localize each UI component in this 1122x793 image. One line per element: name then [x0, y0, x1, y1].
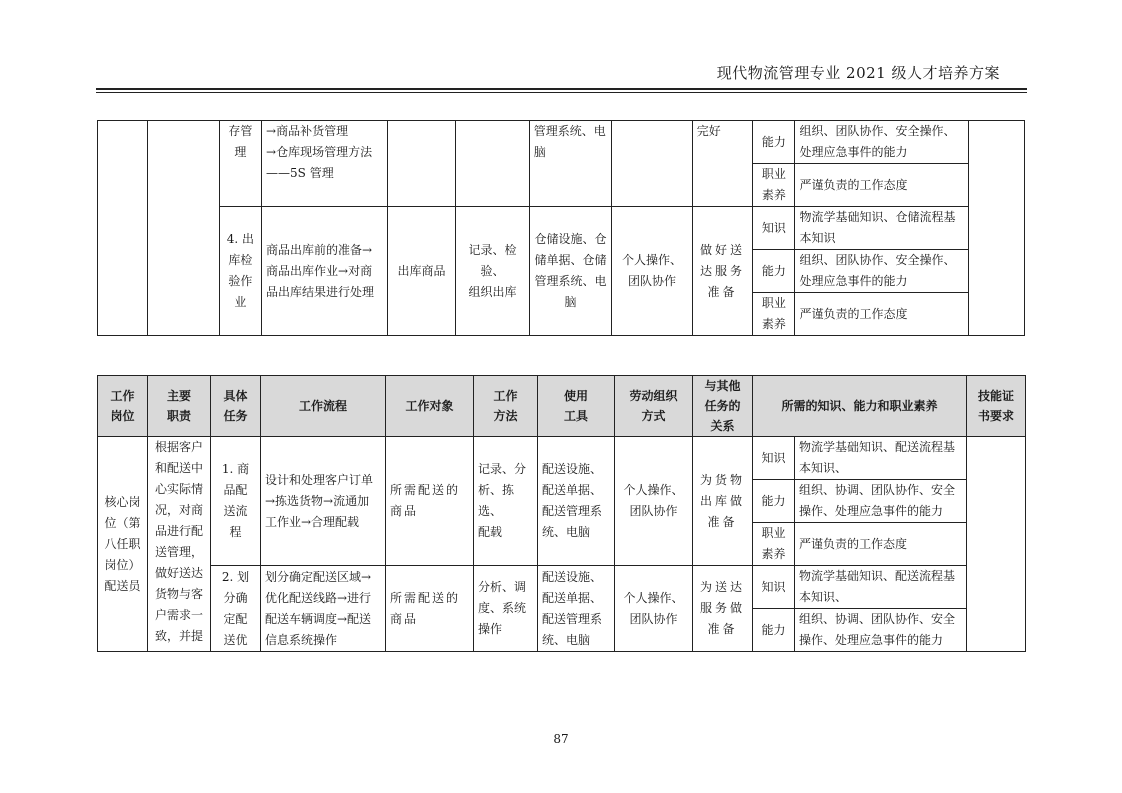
table-delivery	[97, 375, 1026, 652]
cell-relation: 为送达 服务做 准备	[693, 566, 753, 652]
table-row	[98, 207, 1025, 250]
table-header-row	[98, 376, 1026, 437]
cell-object-empty	[387, 121, 455, 207]
cell-process: →商品补货管理 →仓库现场管理方法 ——5S 管理	[262, 121, 388, 207]
cell-org-empty	[612, 121, 693, 207]
cell-ability-label: 能力	[753, 609, 795, 652]
page-number: 87	[553, 732, 569, 746]
cell-tools: 仓储设施、仓 储单据、仓储 管理系统、电 脑	[529, 207, 612, 336]
cell-cert-empty	[967, 437, 1026, 652]
cell-process: 设计和处理客户订单 →拣选货物→流通加 工作业→合理配载	[261, 437, 386, 566]
cell-quality-label: 职业 素养	[753, 523, 795, 566]
cell-cert-empty	[968, 121, 1024, 336]
header-post: 工作 岗位	[98, 376, 148, 437]
cell-knowledge-label: 知识	[753, 566, 795, 609]
header-object: 工作对象	[386, 376, 474, 437]
header-rule-thin	[96, 92, 1027, 93]
cell-relation: 为货物 出库做 准备	[693, 437, 753, 566]
cell-knowledge-label: 知识	[753, 207, 795, 250]
header-org: 劳动组织 方式	[615, 376, 693, 437]
cell-ability-label: 能力	[753, 250, 795, 293]
cell-knowledge: 物流学基础知识、配送流程基 本知识、	[795, 566, 967, 609]
header-relation: 与其他 任务的 关系	[693, 376, 753, 437]
header-knowledge: 所需的知识、能力和职业素养	[753, 376, 967, 437]
cell-quality-label: 职业 素养	[753, 293, 795, 336]
cell-relation: 完好	[692, 121, 752, 207]
cell-process: 商品出库前的准备→ 商品出库作业→对商 品出库结果进行处理	[262, 207, 388, 336]
header-rule-thick	[96, 88, 1027, 90]
cell-org: 个人操作、 团队协作	[615, 437, 693, 566]
table-row	[98, 437, 1026, 480]
cell-post-empty	[98, 121, 148, 336]
cell-ability: 组织、团队协作、安全操作、 处理应急事件的能力	[795, 250, 968, 293]
cell-quality: 严谨负责的工作态度	[795, 523, 967, 566]
table-row	[98, 566, 1026, 609]
header-cert: 技能证 书要求	[967, 376, 1026, 437]
header-duty: 主要 职责	[148, 376, 211, 437]
cell-knowledge-label: 知识	[753, 437, 795, 480]
cell-tools: 配送设施、 配送单据、 配送管理系 统、电脑	[538, 437, 615, 566]
cell-tools: 配送设施、 配送单据、 配送管理系 统、电脑	[538, 566, 615, 652]
cell-ability-label: 能力	[753, 121, 795, 164]
table-warehouse-continuation	[97, 120, 1025, 336]
cell-object: 所需配送的 商品	[386, 566, 474, 652]
cell-method: 记录、分 析、拣选、 配载	[474, 437, 538, 566]
cell-quality: 严谨负责的工作态度	[795, 164, 968, 207]
cell-object: 所需配送的 商品	[386, 437, 474, 566]
cell-object: 出库商品	[387, 207, 455, 336]
header-task: 具体 任务	[211, 376, 261, 437]
header-method: 工作 方法	[474, 376, 538, 437]
cell-knowledge: 物流学基础知识、仓储流程基 本知识	[795, 207, 968, 250]
page-header-title: 现代物流管理专业 2021 级人才培养方案	[716, 64, 1000, 82]
cell-tools: 管理系统、电 脑	[529, 121, 612, 207]
cell-ability-label: 能力	[753, 480, 795, 523]
cell-duty: 根据客户 和配送中 心实际情 况，对商 品进行配 送管理， 做好送达 货物与客 户需求一 致，并提	[148, 437, 211, 652]
cell-knowledge: 物流学基础知识、配送流程基 本知识、	[795, 437, 967, 480]
cell-ability: 组织、团队协作、安全操作、 处理应急事件的能力	[795, 121, 968, 164]
cell-quality-label: 职业 素养	[753, 164, 795, 207]
cell-task: 1. 商 品配 送流 程	[211, 437, 261, 566]
table-row	[98, 121, 1025, 164]
cell-method: 分析、调 度、系统 操作	[474, 566, 538, 652]
cell-quality: 严谨负责的工作态度	[795, 293, 968, 336]
cell-org: 个人操作、 团队协作	[615, 566, 693, 652]
cell-post: 核心岗 位（第 八任职 岗位） 配送员	[98, 437, 148, 652]
cell-ability: 组织、协调、团队协作、安全 操作、处理应急事件的能力	[795, 480, 967, 523]
cell-duty-empty	[148, 121, 219, 336]
cell-ability: 组织、协调、团队协作、安全 操作、处理应急事件的能力	[795, 609, 967, 652]
cell-task: 2. 划 分确 定配 送优	[211, 566, 261, 652]
cell-task: 4. 出 库检 验作 业	[219, 207, 261, 336]
cell-method-empty	[456, 121, 529, 207]
header-tools: 使用 工具	[538, 376, 615, 437]
cell-process: 划分确定配送区域→ 优化配送线路→进行 配送车辆调度→配送 信息系统操作	[261, 566, 386, 652]
cell-task: 存管 理	[219, 121, 261, 207]
header-process: 工作流程	[261, 376, 386, 437]
cell-relation: 做好送 达服务 准备	[692, 207, 752, 336]
cell-method: 记录、检验、 组织出库	[456, 207, 529, 336]
cell-org: 个人操作、 团队协作	[612, 207, 693, 336]
